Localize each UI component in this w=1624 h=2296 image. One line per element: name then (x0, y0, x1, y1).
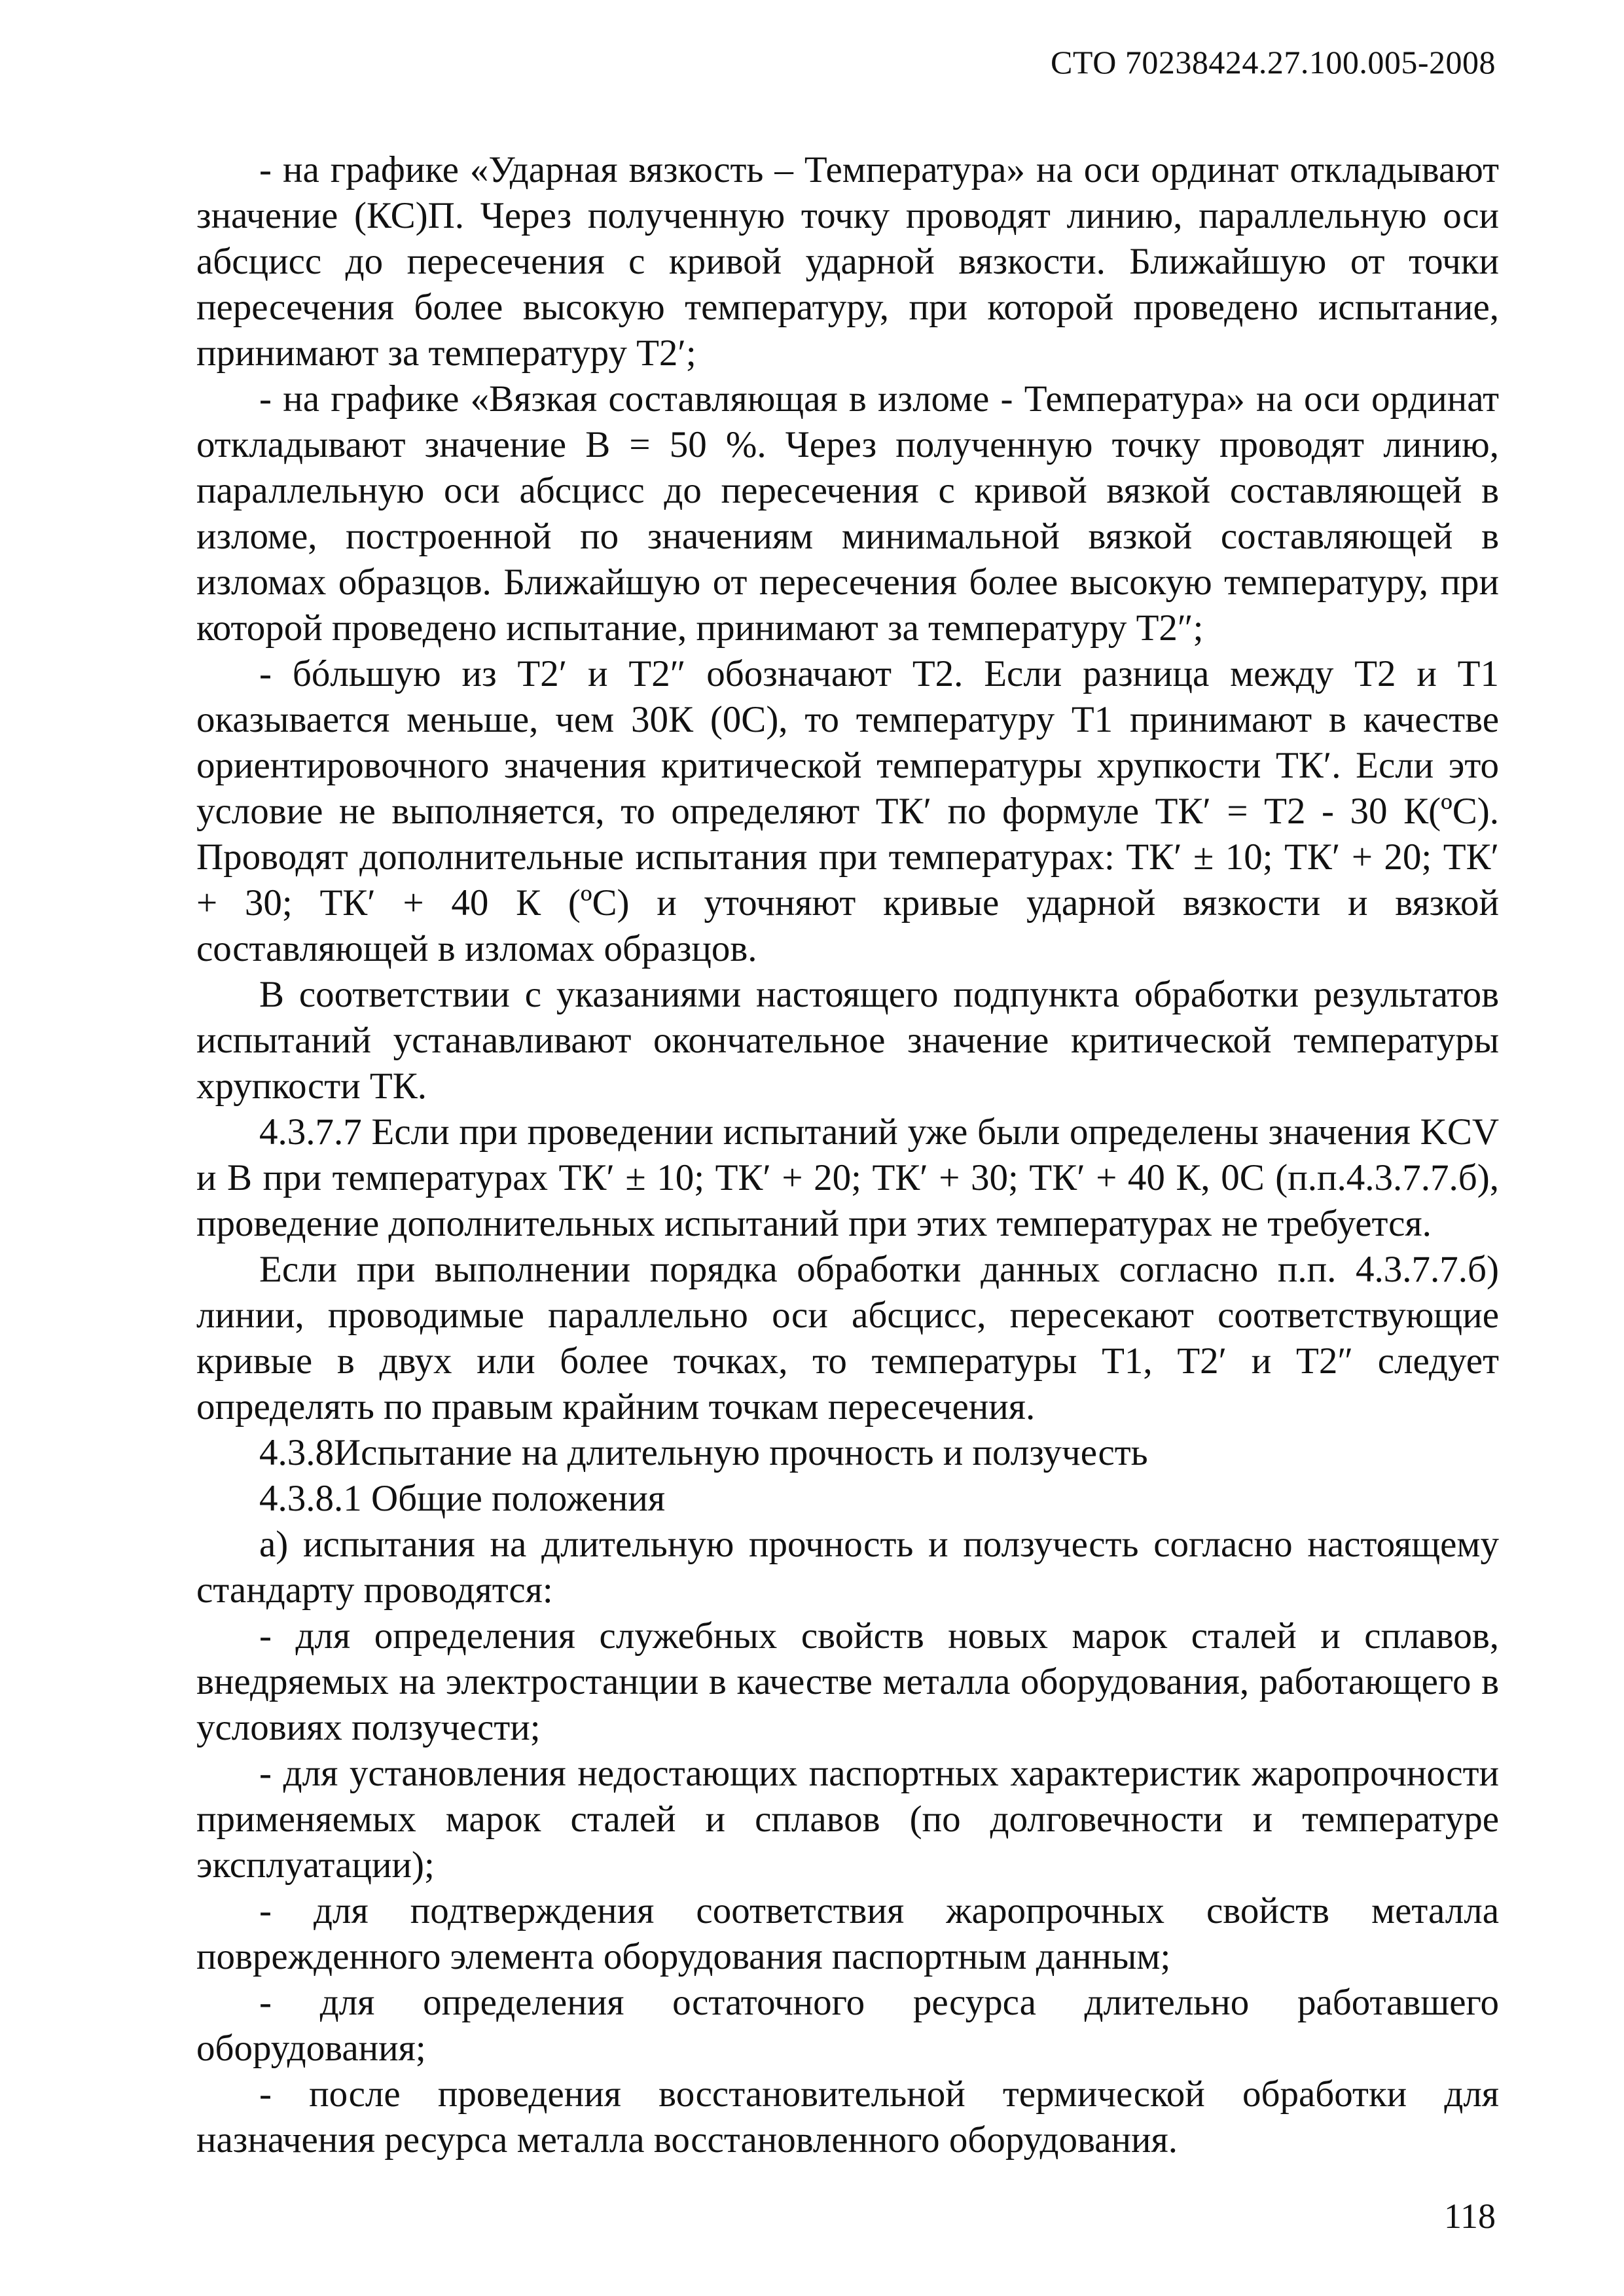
paragraph-multiple-intersections: Если при выполнении порядка обработки данных согласно п.п. 4.3.7.7.б) линии, проводимые параллельно оси абсцисс, пересекают соответствующие кривые в двух или более точках, то температуры Т1, Т2′ и Т2″ следует определять по правым крайним точкам пересечения. (196, 1249, 1499, 1427)
list-item-residual-life: - для определения остаточного ресурса длительно работавшего оборудования; (196, 1982, 1499, 2069)
section-heading-4-3-8-1: 4.3.8.1 Общие положения (259, 1478, 666, 1519)
list-item-after-heat-treatment: - после проведения восстановительной термической обработки для назначения ресурса металла восстановленного оборудования. (196, 2073, 1499, 2161)
paragraph-t2-selection: - бóльшую из Т2′ и Т2″ обозначают Т2. Если разница между Т2 и Т1 оказывается меньше, чем 30К (0С), то температуру Т1 принимают в качестве ориентировочного значения критической температуры хрупкости ТК′. Если это условие не выполняется, то определяют ТК′ по формуле ТК′ = Т2 - 30 К(ºС). Проводят дополнительные испытания при температурах: ТК′ ± 10; ТК′ + 20; ТК′ + 30; ТК′ + 40 К (ºС) и уточняют кривые ударной вязкости и вязкой составляющей в изломах образцов. (196, 653, 1499, 969)
paragraph-4-3-7-7: 4.3.7.7 Если при проведении испытаний уже были определены значения KCV и В при температурах ТК′ ± 10; ТК′ + 20; ТК′ + 30; ТК′ + 40 К, 0С (п.п.4.3.7.7.б), проведение дополнительных испытаний при этих температурах не требуется. (196, 1111, 1499, 1244)
paragraph-impact-toughness-graph: - на графике «Ударная вязкость – Температура» на оси ординат откладывают значение (КС)П. Через полученную точку проводят линию, параллельную оси абсцисс до пересечения с кривой ударной вязкости. Ближайшую от точки пересечения более высокую температуру, при которой проведено испытание, принимают за температуру Т2′; (196, 149, 1499, 374)
section-heading-4-3-8: 4.3.8Испытание на длительную прочность и ползучесть (259, 1432, 1148, 1473)
page-number: 118 (1444, 2197, 1496, 2236)
paragraph-tests-purpose-intro: а) испытания на длительную прочность и ползучесть согласно настоящему стандарту проводятся: (196, 1524, 1499, 1611)
list-item-new-steel-grades: - для определения служебных свойств новых марок сталей и сплавов, внедряемых на электростанции в качестве металла оборудования, работающего в условиях ползучести; (196, 1615, 1499, 1748)
document-body (196, 147, 1499, 2163)
paragraph-final-critical-temperature: В соответствии с указаниями настоящего подпункта обработки результатов испытаний устанавливают окончательное значение критической температуры хрупкости ТК. (196, 974, 1499, 1107)
list-item-damaged-element-conformity: - для подтверждения соответствия жаропрочных свойств металла поврежденного элемента оборудования паспортным данным; (196, 1890, 1499, 1977)
document-code-header: СТО 70238424.27.100.005-2008 (1051, 44, 1496, 81)
list-item-missing-passport-characteristics: - для установления недостающих паспортных характеристик жаропрочности применяемых марок сталей и сплавов (по долговечности и температуре эксплуатации); (196, 1753, 1499, 1886)
paragraph-ductile-component-graph: - на графике «Вязкая составляющая в изломе - Температура» на оси ординат откладывают значение В = 50 %. Через полученную точку проводят линию, параллельную оси абсцисс до пересечения с кривой вязкой составляющей в изломе, построенной по значениям минимальной вязкой составляющей в изломах образцов. Ближайшую от пересечения более высокую температуру, при которой проведено испытание, принимают за температуру Т2″; (196, 378, 1499, 649)
